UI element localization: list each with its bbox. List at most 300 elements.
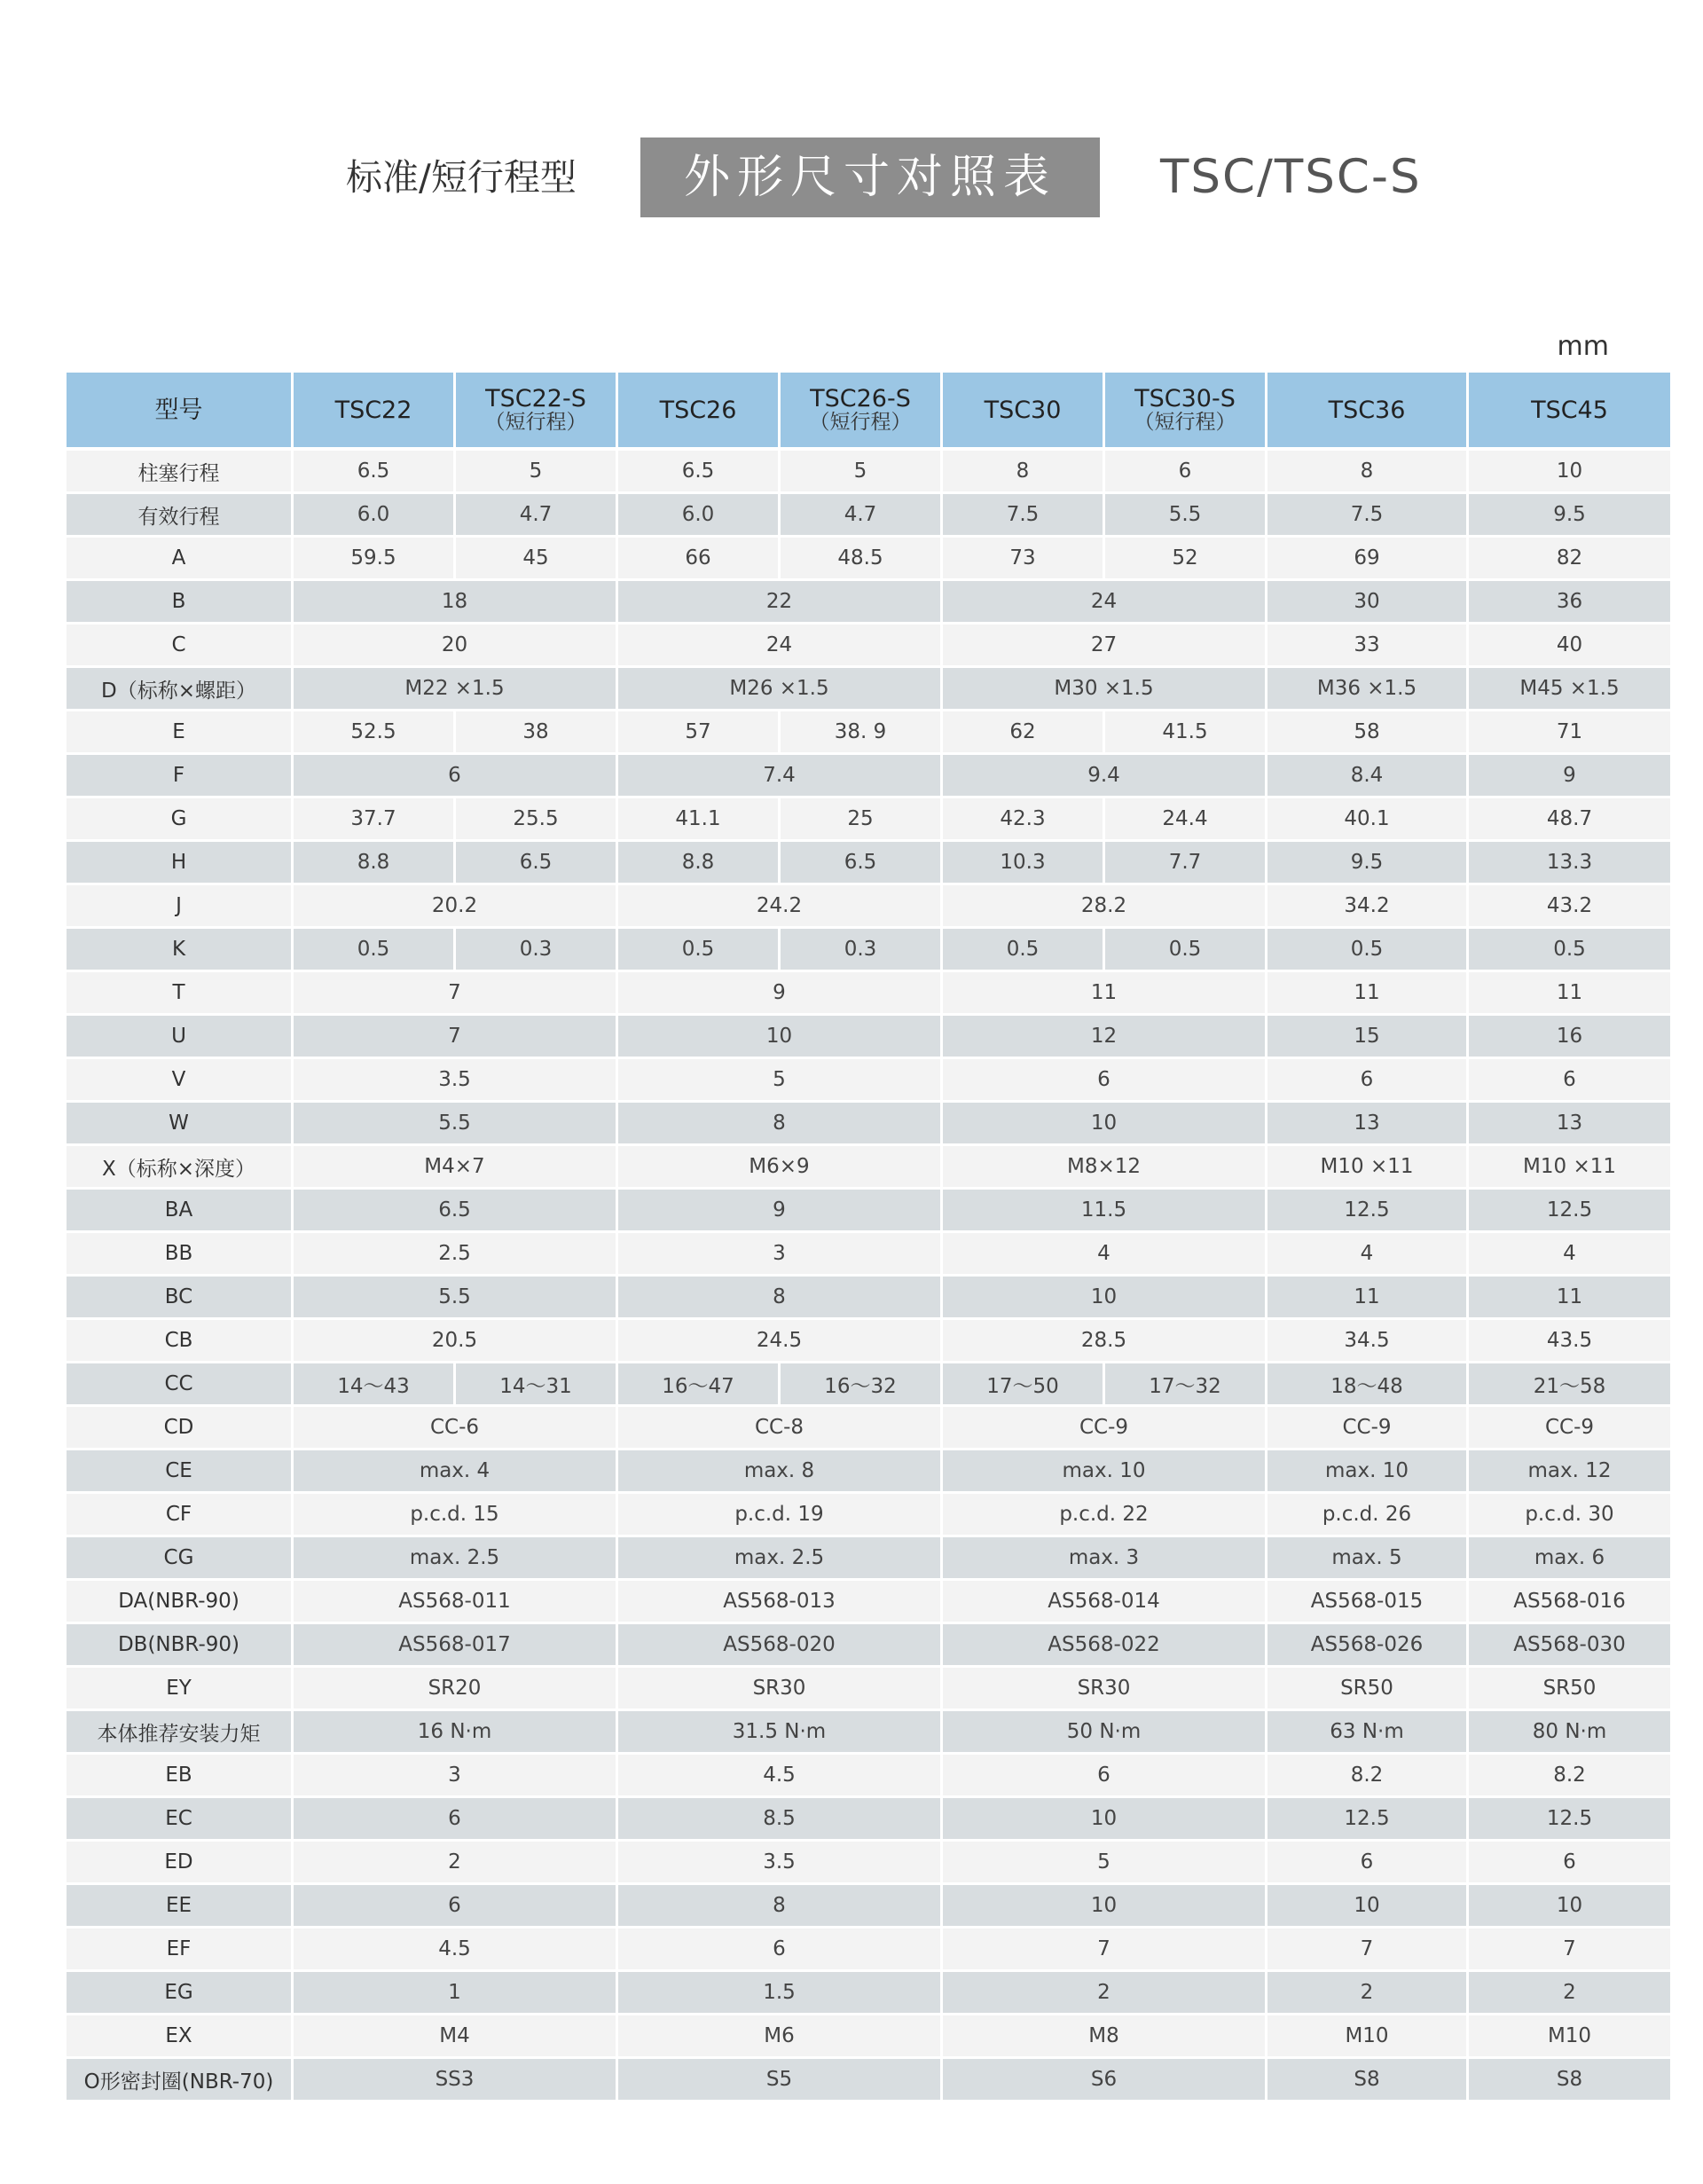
table-body — [67, 451, 1670, 2102]
table-cell: SR30 — [618, 1668, 943, 1711]
model-code: TSC/TSC-S — [1160, 150, 1422, 204]
column-header-label: TSC36 — [1328, 396, 1406, 424]
table-cell: S5 — [618, 2059, 943, 2102]
table-cell: 24.5 — [618, 1320, 943, 1363]
table-cell: 13 — [1469, 1103, 1670, 1146]
table-cell: 31.5 N·m — [618, 1711, 943, 1755]
table-cell: 11 — [1267, 1277, 1469, 1320]
table-cell: 1 — [294, 1972, 618, 2015]
table-row — [67, 972, 1670, 1016]
table-cell: 2 — [1267, 1972, 1469, 2015]
table-cell: CC-9 — [1469, 1407, 1670, 1450]
table-cell: 6.5 — [618, 451, 781, 494]
table-row — [67, 1885, 1670, 1929]
column-header-sublabel: （短行程） — [809, 411, 912, 434]
table-cell: M8 — [943, 2015, 1267, 2059]
dimension-table — [67, 373, 1670, 2102]
column-header-sublabel: （短行程） — [1134, 411, 1236, 434]
table-cell: AS568-020 — [618, 1624, 943, 1668]
table-cell: 0.5 — [1469, 929, 1670, 972]
table-cell: AS568-015 — [1267, 1581, 1469, 1624]
table-row — [67, 1494, 1670, 1537]
column-header — [943, 373, 1105, 451]
table-row — [67, 1233, 1670, 1277]
table-cell: 4 — [1267, 1233, 1469, 1277]
column-header — [294, 373, 456, 451]
table-row — [67, 929, 1670, 972]
table-cell: 82 — [1469, 538, 1670, 581]
table-cell: 34.5 — [1267, 1320, 1469, 1363]
table-cell: 5 — [781, 451, 943, 494]
table-cell: 25 — [781, 798, 943, 842]
table-cell: 3 — [294, 1755, 618, 1798]
row-label: DA(NBR-90) — [67, 1581, 294, 1624]
column-header — [781, 373, 943, 451]
table-cell: 10 — [1267, 1885, 1469, 1929]
table-cell: 12.5 — [1469, 1190, 1670, 1233]
table-cell: 24.2 — [618, 885, 943, 929]
column-header-label: TSC45 — [1531, 396, 1608, 424]
row-label: A — [67, 538, 294, 581]
table-cell: 10 — [943, 1103, 1267, 1146]
table-cell: AS568-013 — [618, 1581, 943, 1624]
table-cell: 7 — [294, 972, 618, 1016]
table-cell: M22 ×1.5 — [294, 668, 618, 711]
table-cell: 73 — [943, 538, 1105, 581]
table-cell: 20.5 — [294, 1320, 618, 1363]
table-cell: 66 — [618, 538, 781, 581]
table-row — [67, 1624, 1670, 1668]
table-row — [67, 1755, 1670, 1798]
table-cell: 9 — [618, 972, 943, 1016]
table-cell: p.c.d. 30 — [1469, 1494, 1670, 1537]
row-label: EX — [67, 2015, 294, 2059]
table-cell: 7.7 — [1105, 842, 1267, 885]
column-header — [1105, 373, 1267, 451]
table-cell: 6 — [1105, 451, 1267, 494]
table-cell: 24 — [943, 581, 1267, 625]
table-cell: 6 — [618, 1929, 943, 1972]
table-cell: SR20 — [294, 1668, 618, 1711]
table-cell: 7 — [943, 1929, 1267, 1972]
table-cell: 5.5 — [294, 1277, 618, 1320]
column-header-label: TSC30-S — [1134, 385, 1236, 412]
table-cell: 7.5 — [943, 494, 1105, 538]
table-cell: 71 — [1469, 711, 1670, 755]
table-cell: 21～58 — [1469, 1363, 1670, 1407]
table-row — [67, 842, 1670, 885]
table-cell: S6 — [943, 2059, 1267, 2102]
table-row — [67, 755, 1670, 798]
table-cell: max. 2.5 — [618, 1537, 943, 1581]
table-cell: 6 — [294, 755, 618, 798]
table-cell: 36 — [1469, 581, 1670, 625]
table-row — [67, 1842, 1670, 1885]
table-cell: 12 — [943, 1016, 1267, 1059]
table-row — [67, 1363, 1670, 1407]
table-cell: 57 — [618, 711, 781, 755]
table-cell: 40 — [1469, 625, 1670, 668]
table-cell: M26 ×1.5 — [618, 668, 943, 711]
table-cell: max. 10 — [943, 1450, 1267, 1494]
table-cell: S8 — [1469, 2059, 1670, 2102]
table-cell: 10 — [943, 1798, 1267, 1842]
column-header — [1469, 373, 1670, 451]
table-row — [67, 1277, 1670, 1320]
table-cell: 48.5 — [781, 538, 943, 581]
table-cell: 58 — [1267, 711, 1469, 755]
table-row — [67, 798, 1670, 842]
column-header-label: TSC22-S — [485, 385, 586, 412]
table-cell: 10.3 — [943, 842, 1105, 885]
table-cell: 18～48 — [1267, 1363, 1469, 1407]
table-row — [67, 1798, 1670, 1842]
table-cell: 27 — [943, 625, 1267, 668]
table-cell: 3.5 — [618, 1842, 943, 1885]
row-label: 柱塞行程 — [67, 451, 294, 494]
row-label: CC — [67, 1363, 294, 1407]
table-cell: 17～50 — [943, 1363, 1105, 1407]
table-cell: 9.5 — [1267, 842, 1469, 885]
row-label: C — [67, 625, 294, 668]
table-cell: SR50 — [1267, 1668, 1469, 1711]
table-row — [67, 1190, 1670, 1233]
table-row — [67, 1016, 1670, 1059]
table-cell: 15 — [1267, 1016, 1469, 1059]
table-cell: 4 — [943, 1233, 1267, 1277]
row-label: F — [67, 755, 294, 798]
table-cell: AS568-026 — [1267, 1624, 1469, 1668]
table-cell: 0.5 — [943, 929, 1105, 972]
table-row — [67, 1581, 1670, 1624]
table-cell: 2 — [943, 1972, 1267, 2015]
table-cell: M36 ×1.5 — [1267, 668, 1469, 711]
table-cell: 10 — [1469, 1885, 1670, 1929]
table-cell: CC-9 — [1267, 1407, 1469, 1450]
table-cell: 40.1 — [1267, 798, 1469, 842]
table-cell: 2 — [1469, 1972, 1670, 2015]
table-cell: 37.7 — [294, 798, 456, 842]
row-label: G — [67, 798, 294, 842]
table-cell: 7 — [294, 1016, 618, 1059]
table-cell: 8.8 — [294, 842, 456, 885]
row-label: EF — [67, 1929, 294, 1972]
table-cell: 14～31 — [456, 1363, 618, 1407]
table-cell: 12.5 — [1267, 1798, 1469, 1842]
table-cell: 9 — [618, 1190, 943, 1233]
table-cell: 11 — [1469, 972, 1670, 1016]
row-label: ED — [67, 1842, 294, 1885]
table-cell: M4×7 — [294, 1146, 618, 1190]
row-label: O形密封圈(NBR-70) — [67, 2059, 294, 2102]
table-row — [67, 1972, 1670, 2015]
table-cell: 34.2 — [1267, 885, 1469, 929]
table-cell: 28.2 — [943, 885, 1267, 929]
column-header — [618, 373, 781, 451]
table-cell: 69 — [1267, 538, 1469, 581]
table-cell: 6 — [1267, 1059, 1469, 1103]
table-cell: 12.5 — [1469, 1798, 1670, 1842]
column-header-model — [67, 373, 294, 451]
table-cell: 6 — [1469, 1059, 1670, 1103]
table-cell: 5 — [943, 1842, 1267, 1885]
table-cell: 12.5 — [1267, 1190, 1469, 1233]
table-cell: 16～47 — [618, 1363, 781, 1407]
table-cell: 9 — [1469, 755, 1670, 798]
table-row — [67, 1146, 1670, 1190]
table-cell: M30 ×1.5 — [943, 668, 1267, 711]
table-cell: AS568-016 — [1469, 1581, 1670, 1624]
row-label: T — [67, 972, 294, 1016]
column-header-label: TSC30 — [984, 396, 1062, 424]
table-cell: 10 — [943, 1277, 1267, 1320]
table-cell: 8.2 — [1267, 1755, 1469, 1798]
column-header-label: 型号 — [154, 396, 203, 424]
table-cell: 16 — [1469, 1016, 1670, 1059]
row-label: J — [67, 885, 294, 929]
table-cell: 7.4 — [618, 755, 943, 798]
table-cell: 6 — [294, 1885, 618, 1929]
table-row — [67, 625, 1670, 668]
row-label: DB(NBR-90) — [67, 1624, 294, 1668]
row-label: EE — [67, 1885, 294, 1929]
table-row — [67, 885, 1670, 929]
row-label: W — [67, 1103, 294, 1146]
table-cell: 52.5 — [294, 711, 456, 755]
table-cell: p.c.d. 22 — [943, 1494, 1267, 1537]
table-row — [67, 1320, 1670, 1363]
table-cell: 8.5 — [618, 1798, 943, 1842]
table-row — [67, 1450, 1670, 1494]
table-cell: M10 — [1469, 2015, 1670, 2059]
table-cell: 6 — [294, 1798, 618, 1842]
table-cell: CC-8 — [618, 1407, 943, 1450]
table-cell: 24.4 — [1105, 798, 1267, 842]
row-label: CB — [67, 1320, 294, 1363]
table-cell: 0.5 — [1105, 929, 1267, 972]
table-cell: 48.7 — [1469, 798, 1670, 842]
table-cell: 38. 9 — [781, 711, 943, 755]
table-cell: 0.5 — [294, 929, 456, 972]
table-cell: 10 — [943, 1885, 1267, 1929]
row-label: BC — [67, 1277, 294, 1320]
table-cell: AS568-014 — [943, 1581, 1267, 1624]
row-label: EB — [67, 1755, 294, 1798]
table-cell: 41.1 — [618, 798, 781, 842]
table-cell: 10 — [618, 1016, 943, 1059]
column-header-label: TSC26 — [659, 396, 737, 424]
table-cell: 8 — [618, 1103, 943, 1146]
table-cell: max. 8 — [618, 1450, 943, 1494]
table-row — [67, 711, 1670, 755]
table-cell: 22 — [618, 581, 943, 625]
table-cell: AS568-011 — [294, 1581, 618, 1624]
table-cell: 8 — [618, 1277, 943, 1320]
table-cell: AS568-030 — [1469, 1624, 1670, 1668]
table-cell: 16～32 — [781, 1363, 943, 1407]
table-cell: max. 10 — [1267, 1450, 1469, 1494]
table-row — [67, 2059, 1670, 2102]
table-cell: 6.5 — [294, 1190, 618, 1233]
table-cell: 14～43 — [294, 1363, 456, 1407]
column-header — [456, 373, 618, 451]
row-label: BB — [67, 1233, 294, 1277]
table-row — [67, 668, 1670, 711]
column-header-label: TSC22 — [334, 396, 412, 424]
table-cell: 6 — [1469, 1842, 1670, 1885]
row-label: B — [67, 581, 294, 625]
table-cell: 30 — [1267, 581, 1469, 625]
row-label: 本体推荐安装力矩 — [67, 1711, 294, 1755]
table-cell: 5 — [618, 1059, 943, 1103]
table-cell: M10 ×11 — [1267, 1146, 1469, 1190]
table-cell: 3 — [618, 1233, 943, 1277]
table-row — [67, 494, 1670, 538]
table-cell: 50 N·m — [943, 1711, 1267, 1755]
table-cell: 4.7 — [456, 494, 618, 538]
table-cell: M45 ×1.5 — [1469, 668, 1670, 711]
table-cell: 38 — [456, 711, 618, 755]
row-label: CG — [67, 1537, 294, 1581]
table-cell: 0.5 — [618, 929, 781, 972]
row-label: EC — [67, 1798, 294, 1842]
row-label: E — [67, 711, 294, 755]
row-label: D（标称×螺距） — [67, 668, 294, 711]
table-cell: 4.5 — [294, 1929, 618, 1972]
table-cell: 13.3 — [1469, 842, 1670, 885]
table-row — [67, 581, 1670, 625]
table-cell: 43.2 — [1469, 885, 1670, 929]
table-cell: 59.5 — [294, 538, 456, 581]
table-cell: CC-9 — [943, 1407, 1267, 1450]
table-cell: 6.0 — [618, 494, 781, 538]
table-cell: 2 — [294, 1842, 618, 1885]
column-header-label: TSC26-S — [810, 385, 911, 412]
table-cell: 63 N·m — [1267, 1711, 1469, 1755]
table-cell: S8 — [1267, 2059, 1469, 2102]
table-cell: 11 — [1469, 1277, 1670, 1320]
table-cell: p.c.d. 26 — [1267, 1494, 1469, 1537]
table-cell: max. 5 — [1267, 1537, 1469, 1581]
table-cell: 7.5 — [1267, 494, 1469, 538]
table-cell: 4.5 — [618, 1755, 943, 1798]
table-cell: p.c.d. 15 — [294, 1494, 618, 1537]
table-row — [67, 1407, 1670, 1450]
table-cell: AS568-017 — [294, 1624, 618, 1668]
table-cell: 9.5 — [1469, 494, 1670, 538]
table-cell: 4 — [1469, 1233, 1670, 1277]
table-cell: 6 — [1267, 1842, 1469, 1885]
table-cell: 6 — [943, 1059, 1267, 1103]
table-cell: max. 2.5 — [294, 1537, 618, 1581]
table-cell: 6.5 — [294, 451, 456, 494]
table-cell: M6 — [618, 2015, 943, 2059]
table-cell: 24 — [618, 625, 943, 668]
table-cell: 43.5 — [1469, 1320, 1670, 1363]
column-header-sublabel: （短行程） — [484, 411, 587, 434]
row-label: CF — [67, 1494, 294, 1537]
row-label: V — [67, 1059, 294, 1103]
table-cell: 20 — [294, 625, 618, 668]
table-cell: 45 — [456, 538, 618, 581]
table-cell: CC-6 — [294, 1407, 618, 1450]
table-cell: 8.8 — [618, 842, 781, 885]
table-cell: 11 — [1267, 972, 1469, 1016]
table-row — [67, 1929, 1670, 1972]
table-cell: 2.5 — [294, 1233, 618, 1277]
table-cell: 6.5 — [781, 842, 943, 885]
header-row — [67, 373, 1670, 451]
table-cell: 1.5 — [618, 1972, 943, 2015]
page-title: 外形尺寸对照表 — [640, 137, 1100, 217]
table-cell: 25.5 — [456, 798, 618, 842]
table-cell: 6 — [943, 1755, 1267, 1798]
row-label: K — [67, 929, 294, 972]
table-row — [67, 538, 1670, 581]
table-cell: 52 — [1105, 538, 1267, 581]
table-cell: 5.5 — [294, 1103, 618, 1146]
table-cell: 13 — [1267, 1103, 1469, 1146]
table-cell: p.c.d. 19 — [618, 1494, 943, 1537]
table-cell: 18 — [294, 581, 618, 625]
table-cell: 6.0 — [294, 494, 456, 538]
table-cell: SR50 — [1469, 1668, 1670, 1711]
table-row — [67, 2015, 1670, 2059]
table-cell: 4.7 — [781, 494, 943, 538]
table-cell: 8.4 — [1267, 755, 1469, 798]
table-cell: M10 — [1267, 2015, 1469, 2059]
row-label: X（标称×深度） — [67, 1146, 294, 1190]
table-cell: 9.4 — [943, 755, 1267, 798]
table-cell: 0.3 — [456, 929, 618, 972]
row-label: H — [67, 842, 294, 885]
row-label: EY — [67, 1668, 294, 1711]
table-cell: 11 — [943, 972, 1267, 1016]
row-label: EG — [67, 1972, 294, 2015]
table-cell: 28.5 — [943, 1320, 1267, 1363]
row-label: CD — [67, 1407, 294, 1450]
table-cell: 10 — [1469, 451, 1670, 494]
table-cell: 3.5 — [294, 1059, 618, 1103]
table-cell: SR30 — [943, 1668, 1267, 1711]
table-cell: 62 — [943, 711, 1105, 755]
column-header — [1267, 373, 1469, 451]
table-cell: 8 — [1267, 451, 1469, 494]
table-row — [67, 1059, 1670, 1103]
table-cell: M6×9 — [618, 1146, 943, 1190]
unit-label: mm — [1557, 331, 1609, 362]
table-cell: 17～32 — [1105, 1363, 1267, 1407]
table-cell: 7 — [1469, 1929, 1670, 1972]
table-cell: 6.5 — [456, 842, 618, 885]
row-label: U — [67, 1016, 294, 1059]
table-cell: 11.5 — [943, 1190, 1267, 1233]
row-label: 有效行程 — [67, 494, 294, 538]
table-row — [67, 451, 1670, 494]
table-cell: 41.5 — [1105, 711, 1267, 755]
table-cell: M4 — [294, 2015, 618, 2059]
table-cell: AS568-022 — [943, 1624, 1267, 1668]
table-cell: 20.2 — [294, 885, 618, 929]
table-cell: 33 — [1267, 625, 1469, 668]
table-cell: 5.5 — [1105, 494, 1267, 538]
table-cell: 7 — [1267, 1929, 1469, 1972]
table-cell: 8 — [618, 1885, 943, 1929]
table-cell: 8.2 — [1469, 1755, 1670, 1798]
row-label: CE — [67, 1450, 294, 1494]
table-row — [67, 1537, 1670, 1581]
table-cell: 42.3 — [943, 798, 1105, 842]
